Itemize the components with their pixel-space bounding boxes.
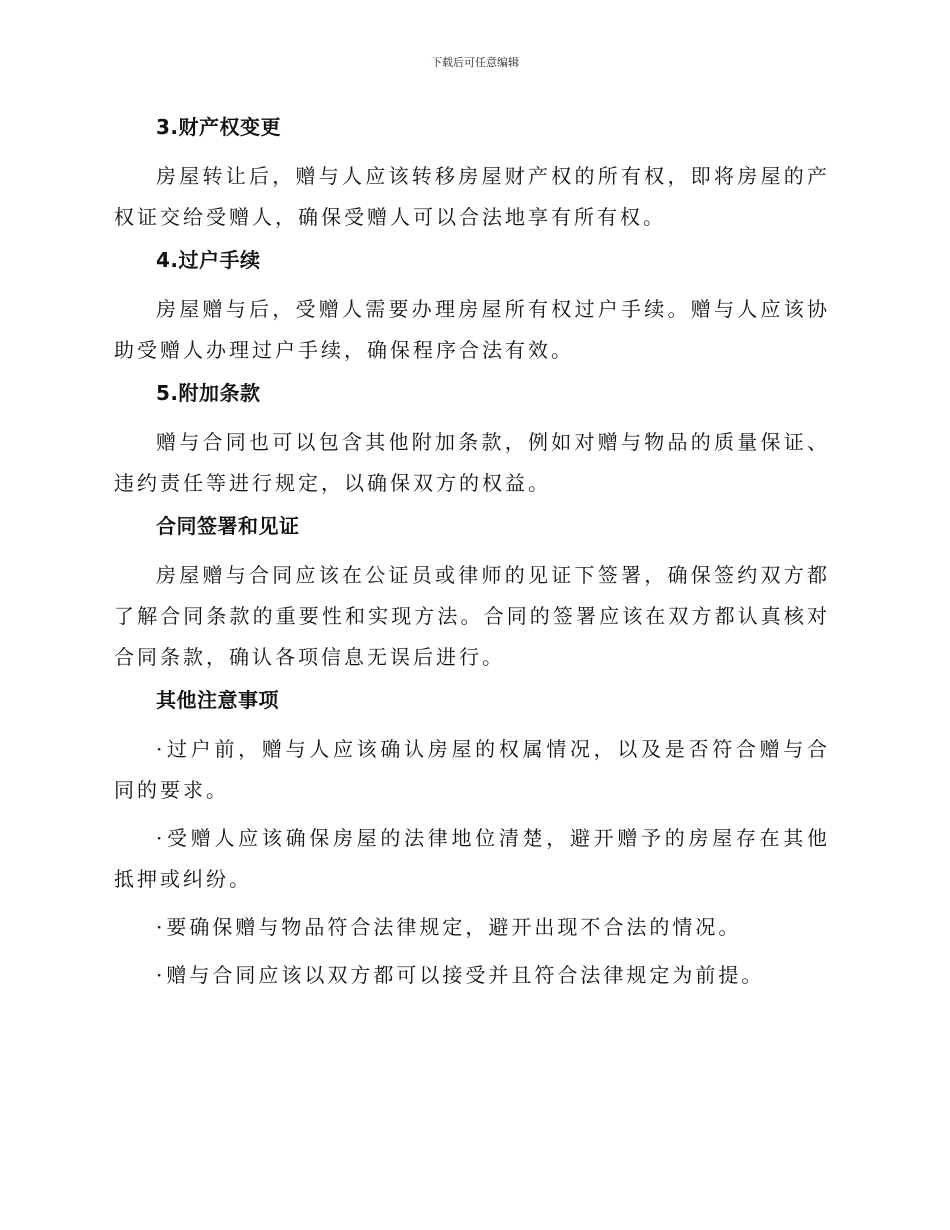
bullet-item: [114, 907, 830, 948]
bullet-text: 赠与合同应该以双方都可以接受并且符合法律规定为前提。: [166, 963, 765, 987]
bullet-dot: ·: [156, 915, 163, 939]
document-body: [114, 112, 830, 1003]
bullet-dot: ·: [156, 737, 163, 761]
bullet-dot: ·: [156, 963, 163, 987]
bullet-item: [114, 729, 830, 811]
section-heading-transfer: 4.过户手续: [156, 248, 261, 272]
bullet-text: 过户前，赠与人应该确认房屋的权属情况，以及是否符合赠与合同的要求。: [114, 737, 830, 802]
section-heading-signing-witness: 合同签署和见证: [156, 514, 300, 538]
section-paragraph: 房屋赠与合同应该在公证员或律师的见证下签署，确保签约双方都了解合同条款的重要性和实现方法。合同的签署应该在双方都认真核对合同条款，确认各项信息无误后进行。: [114, 563, 830, 669]
bullet-text: 要确保赠与物品符合法律规定，避开出现不合法的情况。: [166, 915, 742, 939]
section-heading-property-rights: 3.财产权变更: [156, 115, 282, 139]
section-heading-additional-terms: 5.附加条款: [156, 381, 261, 405]
bullet-item: [114, 818, 830, 900]
bullet-dot: ·: [156, 826, 163, 850]
bullet-text: 受赠人应该确保房屋的法律地位清楚，避开赠予的房屋存在其他抵押或纠纷。: [114, 826, 830, 891]
section-paragraph: 赠与合同也可以包含其他附加条款，例如对赠与物品的质量保证、违约责任等进行规定，以确保双方的权益。: [114, 430, 830, 495]
section-paragraph: 房屋转让后，赠与人应该转移房屋财产权的所有权，即将房屋的产权证交给受赠人，确保受赠人可以合法地享有所有权。: [114, 164, 830, 229]
section-paragraph: 房屋赠与后，受赠人需要办理房屋所有权过户手续。赠与人应该协助受赠人办理过户手续，确保程序合法有效。: [114, 297, 830, 362]
page-header: 下载后可任意编辑: [431, 56, 519, 69]
section-heading-other-notes: 其他注意事项: [156, 688, 279, 712]
bullet-item: [114, 955, 830, 996]
